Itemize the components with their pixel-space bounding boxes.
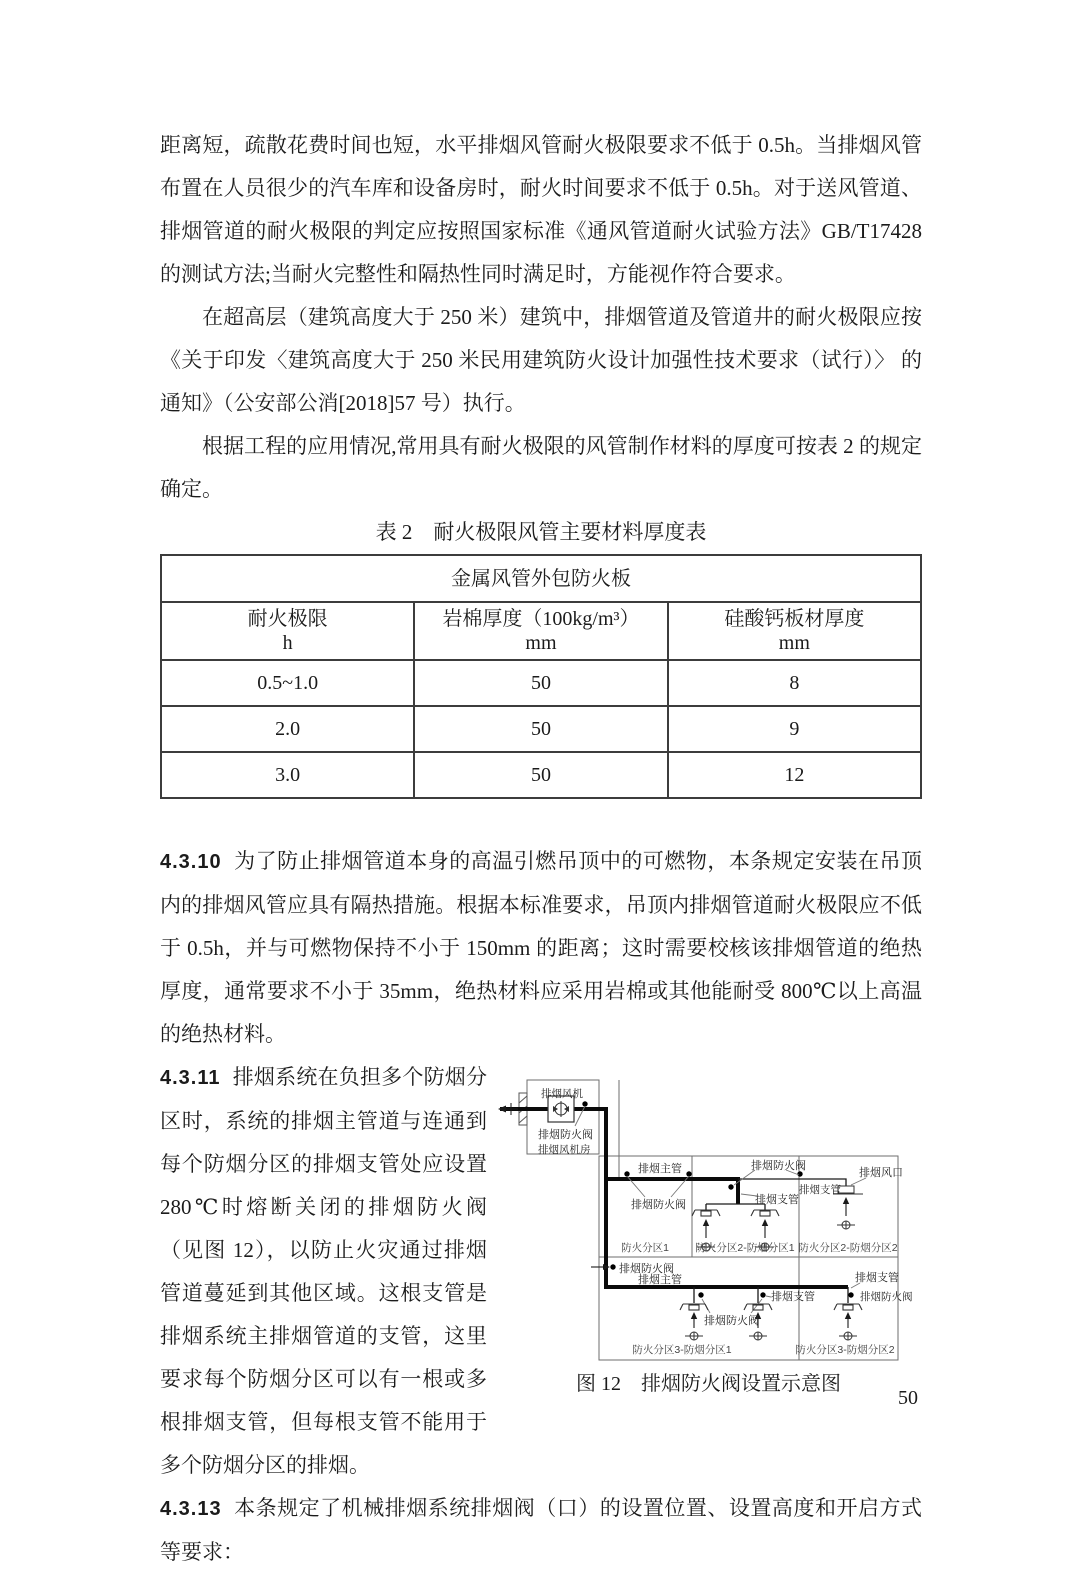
table-2-material-thickness bbox=[160, 554, 922, 799]
table-cell: 12 bbox=[668, 752, 921, 798]
page-body bbox=[160, 124, 922, 1574]
table-2-title: 表 2 耐火极限风管主要材料厚度表 bbox=[375, 520, 707, 544]
table-row bbox=[161, 706, 921, 752]
paragraph-super-highrise: 在超高层（建筑高度大于 250 米）建筑中，排烟管道及管道井的耐火极限应按 《关于印发〈建筑高度大于 250 米民用建筑防火设计加强性技术要求（试行）〉 的通知》（公安部公消[2018]57 号）执行。 bbox=[160, 305, 922, 415]
table-cell: 9 bbox=[668, 706, 921, 752]
section-number: 4.3.10 bbox=[160, 851, 222, 873]
zone-label: 防火分区2-防烟分区1 bbox=[695, 1242, 795, 1254]
paragraph-table-intro: 根据工程的应用情况,常用具有耐火极限的风管制作材料的厚度可按表 2 的规定确定。 bbox=[160, 434, 922, 501]
section-4-3-10 bbox=[160, 840, 922, 1056]
table-col-header: 岩棉厚度（100kg/m³） mm bbox=[414, 602, 667, 660]
table-cell: 50 bbox=[414, 706, 667, 752]
fan-room-label: 排烟风机房 bbox=[538, 1144, 591, 1156]
section-4-3-11 bbox=[160, 1056, 922, 1487]
zone-label: 防火分区3-防烟分区1 bbox=[632, 1344, 732, 1356]
zone-label: 防火分区1 bbox=[621, 1242, 669, 1254]
table-cell: 50 bbox=[414, 752, 667, 798]
page-number: 50 bbox=[898, 1387, 918, 1409]
upper-main-duct-label: 排烟主管 bbox=[638, 1163, 682, 1175]
section-text: 为了防止排烟管道本身的高温引燃吊顶中的可燃物，本条规定安装在吊顶内的排烟风管应具有隔热措施。根据本标准要求，吊顶内排烟管道耐火极限应不低于 0.5h，并与可燃物保持不小于 150mm 的距离；这时需要校核该排烟管道的绝热厚度，通常要求不小于 35mm，绝热材料应采用岩棉或其他能耐受 800℃以上高温的绝热材料。 bbox=[160, 849, 922, 1046]
table-row bbox=[161, 660, 921, 706]
upper-right-damper-label: 排烟防火阀 bbox=[751, 1160, 806, 1172]
section-text: 本条规定了机械排烟系统排烟阀（口）的设置位置、设置高度和开启方式等要求： bbox=[160, 1496, 922, 1564]
table-col-header: 耐火极限 h bbox=[161, 602, 414, 660]
airflow-arrow-icon bbox=[498, 1103, 518, 1115]
section-4-3-13 bbox=[160, 1487, 922, 1574]
table-col-header: 硅酸钙板材厚度 mm bbox=[668, 602, 921, 660]
zone-label: 防火分区2-防烟分区2 bbox=[798, 1242, 898, 1254]
table-cell: 3.0 bbox=[161, 752, 414, 798]
lower-branch-label: 排烟支管 bbox=[771, 1291, 815, 1303]
upper-right-branch-label: 排烟支管 bbox=[799, 1184, 841, 1196]
upper-main-damper-label: 排烟防火阀 bbox=[631, 1199, 686, 1211]
upper-mid-branch-label: 排烟支管 bbox=[755, 1194, 799, 1206]
table-row bbox=[161, 752, 921, 798]
lower-right-branch-label: 排烟支管 bbox=[855, 1272, 899, 1284]
table-cell: 8 bbox=[668, 660, 921, 706]
table-cell: 50 bbox=[414, 660, 667, 706]
section-text: 排烟系统在负担多个防烟分区时，系统的排烟主管道与连通到每个防烟分区的排烟支管处应设置 280℃时熔断关闭的排烟防火阀（见图 12），以防止火灾通过排烟管道蔓延到其他区域。这根支管是排烟系统主排烟管道的支管，这里要求每个防烟分区可以有一根或多根排烟支管，但每根支管不能用于多个防烟分区的排烟。 bbox=[160, 1065, 487, 1477]
lower-damper-label: 排烟防火阀 bbox=[704, 1315, 759, 1327]
zone-label: 防火分区3-防烟分区2 bbox=[795, 1344, 895, 1356]
lower-main-duct-label: 排烟主管 bbox=[638, 1274, 682, 1286]
shaft-damper-label: 排烟防火阀 bbox=[619, 1263, 674, 1275]
section-number: 4.3.11 bbox=[160, 1067, 221, 1089]
figure-12-diagram bbox=[495, 1070, 922, 1367]
section-number: 4.3.13 bbox=[160, 1498, 222, 1520]
figure-12-caption: 图 12 排烟防火阀设置示意图 bbox=[576, 1373, 841, 1395]
table-cell: 2.0 bbox=[161, 706, 414, 752]
paragraph-fire-resistance: 距离短，疏散花费时间也短，水平排烟风管耐火极限要求不低于 0.5h。当排烟风管布置在人员很少的汽车库和设备房时，耐火时间要求不低于 0.5h。对于送风管道、排烟管道的耐火极限的判定应按照国家标准《通风管道耐火试验方法》GB/T17428 的测试方法;当耐火完整性和隔热性同时满足时，方能视作符合要求。 bbox=[160, 133, 922, 286]
smoke-outlet-label: 排烟风口 bbox=[859, 1167, 903, 1179]
table-header-span: 金属风管外包防火板 bbox=[161, 555, 921, 602]
fan-label: 排烟风机 bbox=[541, 1088, 583, 1100]
figure-12 bbox=[495, 1070, 922, 1399]
fan-damper-label: 排烟防火阀 bbox=[538, 1129, 593, 1141]
lower-right-damper-label: 排烟防火阀 bbox=[860, 1291, 913, 1303]
table-cell: 0.5~1.0 bbox=[161, 660, 414, 706]
